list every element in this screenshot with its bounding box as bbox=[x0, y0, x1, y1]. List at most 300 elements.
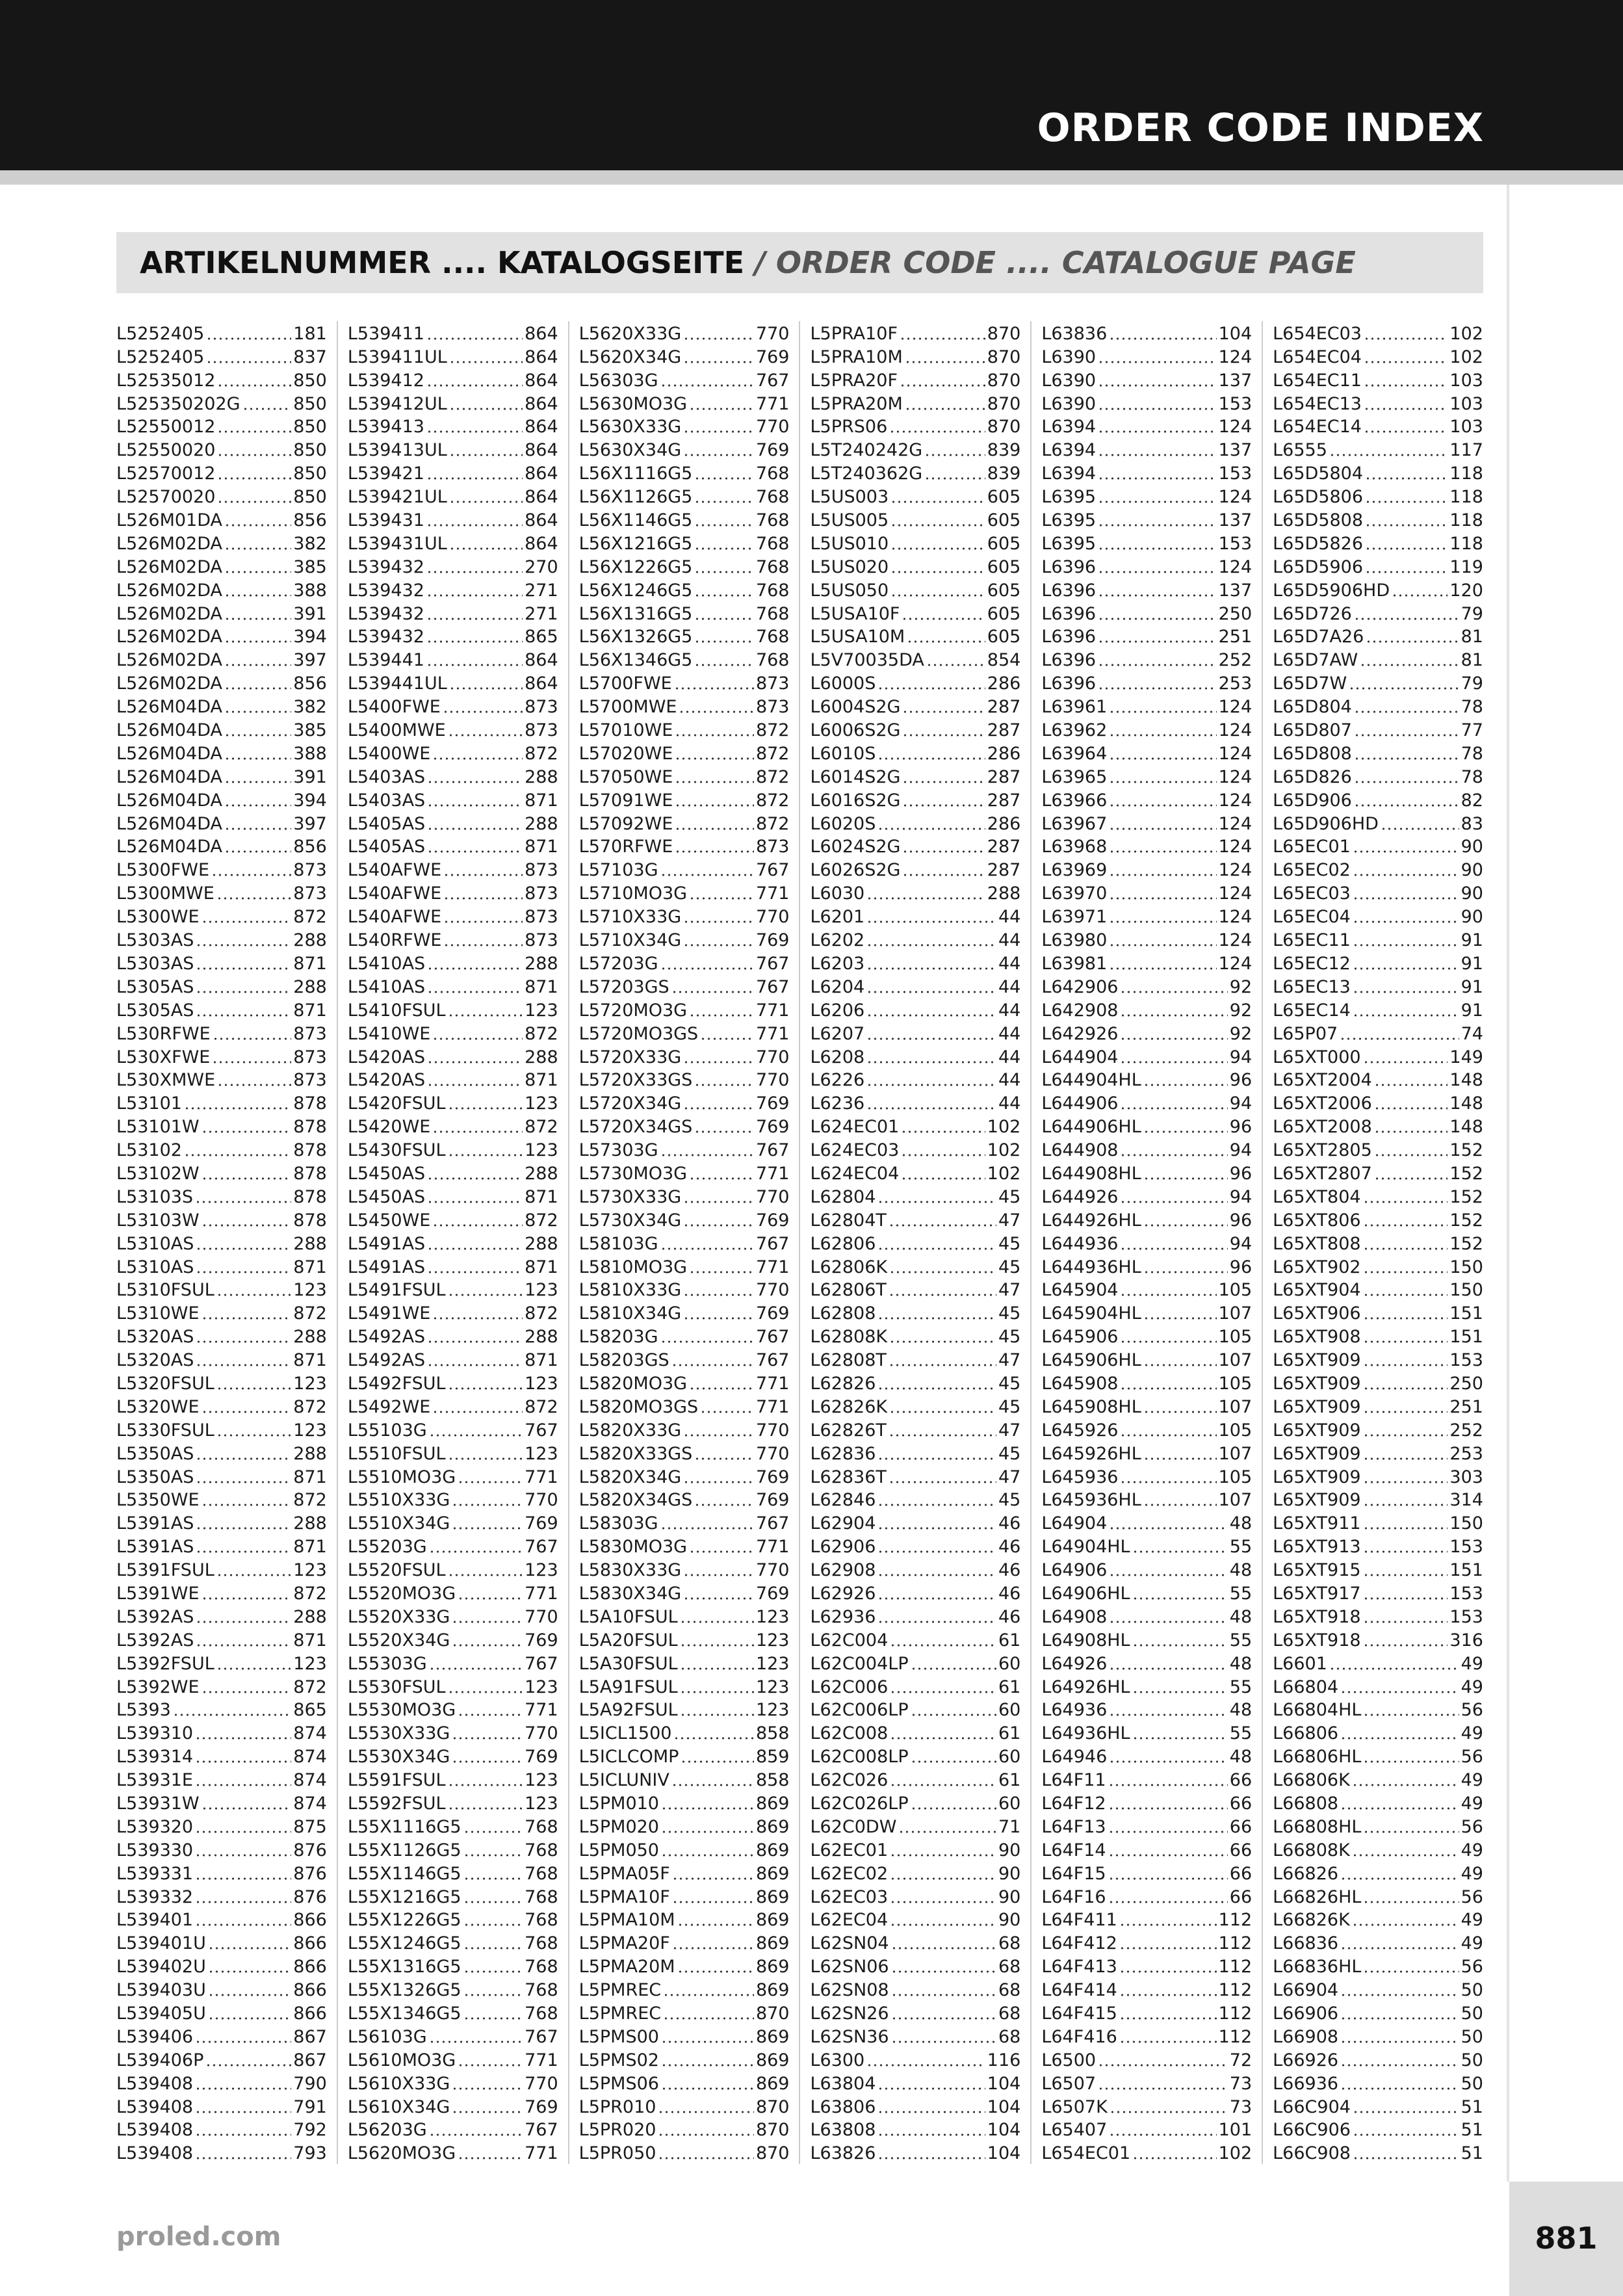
index-entry bbox=[116, 1511, 327, 1534]
index-entry bbox=[810, 881, 1020, 904]
index-entry bbox=[1273, 1231, 1483, 1255]
index-entry bbox=[810, 1068, 1020, 1091]
catalogue-page: 288 bbox=[293, 1606, 327, 1627]
order-code: L539421 bbox=[347, 463, 424, 484]
index-entry bbox=[810, 1675, 1020, 1698]
index-entry bbox=[348, 1628, 558, 1651]
catalogue-page: 55 bbox=[1229, 1537, 1253, 1558]
order-code: L6006S2G bbox=[810, 720, 901, 741]
index-entry bbox=[579, 368, 790, 391]
dot-leader bbox=[683, 1481, 754, 1483]
catalogue-page: 48 bbox=[1229, 1560, 1253, 1581]
index-entry bbox=[1041, 625, 1252, 648]
index-entry bbox=[116, 1301, 327, 1324]
catalogue-page: 870 bbox=[755, 2143, 790, 2164]
dot-leader bbox=[1340, 1807, 1459, 1810]
index-entry bbox=[348, 437, 558, 461]
dot-leader bbox=[205, 2064, 291, 2067]
catalogue-page: 873 bbox=[525, 930, 558, 951]
index-entry bbox=[1273, 1348, 1483, 1371]
dot-leader bbox=[184, 1154, 291, 1156]
dot-leader bbox=[675, 734, 754, 737]
catalogue-page: 60 bbox=[998, 1653, 1021, 1674]
catalogue-page: 872 bbox=[293, 1583, 327, 1604]
dot-leader bbox=[866, 1107, 996, 1110]
catalogue-page: 90 bbox=[998, 1863, 1021, 1884]
catalogue-page: 102 bbox=[987, 1117, 1021, 1138]
catalogue-page: 51 bbox=[1461, 2143, 1483, 2164]
catalogue-page: 850 bbox=[293, 440, 327, 461]
index-entry bbox=[1041, 554, 1252, 578]
catalogue-page: 44 bbox=[998, 976, 1021, 997]
dot-leader bbox=[208, 1994, 291, 1996]
index-entry bbox=[810, 857, 1020, 881]
order-code: L62936 bbox=[810, 1606, 876, 1627]
index-entry bbox=[116, 1068, 327, 1091]
order-code: L5630MO3G bbox=[578, 393, 688, 414]
catalogue-page: 96 bbox=[1229, 1070, 1253, 1091]
dot-leader bbox=[224, 850, 291, 853]
order-code: L644906HL bbox=[1041, 1117, 1141, 1138]
order-code: L539413UL bbox=[347, 440, 447, 461]
catalogue-page: 605 bbox=[987, 556, 1021, 577]
index-entry bbox=[579, 1301, 790, 1324]
order-code: L66836 bbox=[1273, 1933, 1339, 1954]
index-entry bbox=[1273, 694, 1483, 718]
dot-leader bbox=[1364, 408, 1448, 410]
order-code: L5510X33G bbox=[347, 1490, 450, 1511]
order-code: L526M04DA bbox=[116, 813, 223, 834]
index-entry bbox=[1273, 1768, 1483, 1791]
dot-leader bbox=[432, 1317, 523, 1320]
catalogue-page: 837 bbox=[293, 346, 327, 367]
order-code: L5491AS bbox=[347, 1233, 426, 1254]
catalogue-page: 864 bbox=[525, 463, 558, 484]
dot-leader bbox=[866, 1037, 996, 1040]
catalogue-page: 271 bbox=[525, 603, 558, 624]
index-entry bbox=[810, 1231, 1020, 1255]
order-code: L62846 bbox=[810, 1490, 876, 1511]
dot-leader bbox=[1098, 571, 1217, 573]
order-code: L57010WE bbox=[578, 720, 673, 741]
order-code: L5PMS06 bbox=[578, 2073, 659, 2094]
catalogue-page: 870 bbox=[755, 2120, 790, 2141]
index-entry bbox=[348, 1371, 558, 1394]
order-code: L539405U bbox=[116, 2003, 206, 2024]
dot-leader bbox=[429, 1667, 523, 1670]
catalogue-page: 850 bbox=[293, 463, 327, 484]
dot-leader bbox=[1120, 1061, 1227, 1063]
dot-leader bbox=[681, 1760, 754, 1763]
order-code: L57303G bbox=[578, 1140, 658, 1161]
dot-leader bbox=[1119, 1970, 1217, 1973]
index-entry bbox=[116, 1161, 327, 1184]
dot-leader bbox=[891, 2041, 996, 2043]
order-code: L526M02DA bbox=[116, 533, 223, 554]
order-code: L66804HL bbox=[1273, 1700, 1362, 1721]
index-entry bbox=[1041, 2094, 1252, 2118]
dot-leader bbox=[1353, 874, 1459, 876]
order-code: L6390 bbox=[1041, 393, 1097, 414]
order-code: L5V70035DA bbox=[810, 650, 924, 671]
order-code: L539441 bbox=[347, 650, 424, 671]
index-entry bbox=[116, 811, 327, 835]
dot-leader bbox=[1374, 1130, 1448, 1133]
index-entry bbox=[1041, 1791, 1252, 1814]
dot-leader bbox=[426, 337, 523, 340]
dot-leader bbox=[224, 687, 291, 690]
index-entry bbox=[810, 1465, 1020, 1488]
index-entry bbox=[810, 2024, 1020, 2048]
order-code: L62826 bbox=[810, 1373, 876, 1394]
index-entry bbox=[116, 998, 327, 1021]
order-code: L5391AS bbox=[116, 1537, 194, 1558]
order-code: L5720MO3GS bbox=[578, 1023, 699, 1044]
index-entry bbox=[579, 647, 790, 671]
dot-leader bbox=[1132, 1597, 1228, 1600]
index-entry bbox=[810, 391, 1020, 415]
dot-leader bbox=[877, 1597, 996, 1600]
dot-leader bbox=[660, 967, 754, 970]
order-code: L5820X33G bbox=[578, 1420, 682, 1441]
catalogue-page: 46 bbox=[998, 1513, 1021, 1534]
dot-leader bbox=[1340, 1877, 1459, 1880]
dot-leader bbox=[1365, 501, 1448, 503]
catalogue-page: 44 bbox=[998, 1093, 1021, 1114]
order-code: L56X1226G5 bbox=[578, 556, 693, 577]
index-entry bbox=[348, 508, 558, 531]
dot-leader bbox=[196, 1014, 291, 1017]
catalogue-page: 68 bbox=[998, 1933, 1021, 1954]
dot-leader bbox=[224, 757, 291, 760]
dot-leader bbox=[694, 571, 754, 573]
catalogue-page: 51 bbox=[1461, 2120, 1483, 2141]
index-entry bbox=[348, 2141, 558, 2164]
index-entry bbox=[579, 1441, 790, 1465]
order-code: L5630X33G bbox=[578, 417, 682, 437]
dot-leader bbox=[463, 1994, 523, 1996]
dot-leader bbox=[911, 1807, 996, 1810]
order-code: L64926 bbox=[1041, 1653, 1108, 1674]
dot-leader bbox=[1109, 874, 1216, 876]
index-entry bbox=[1041, 2048, 1252, 2071]
order-code: L65XT909 bbox=[1273, 1350, 1361, 1371]
order-code: L539431 bbox=[347, 510, 424, 531]
order-code: L64906HL bbox=[1041, 1583, 1130, 1604]
dot-leader bbox=[201, 1691, 292, 1693]
dot-leader bbox=[217, 477, 291, 480]
dot-leader bbox=[1143, 1317, 1217, 1320]
index-entry bbox=[116, 1791, 327, 1814]
index-entry bbox=[348, 1698, 558, 1721]
catalogue-page: 123 bbox=[525, 1373, 558, 1394]
dot-leader bbox=[426, 524, 523, 527]
dot-leader bbox=[877, 1550, 996, 1553]
dot-leader bbox=[458, 1481, 523, 1483]
index-entry bbox=[1041, 2118, 1252, 2141]
dot-leader bbox=[1109, 757, 1216, 760]
order-code: L539320 bbox=[116, 1816, 194, 1837]
order-code: L63964 bbox=[1041, 743, 1108, 764]
order-code: L62836 bbox=[810, 1443, 876, 1464]
catalogue-page: 869 bbox=[755, 1863, 790, 1884]
catalogue-page: 605 bbox=[987, 603, 1021, 624]
dot-leader bbox=[1098, 547, 1217, 550]
order-code: L539408 bbox=[116, 2073, 194, 2094]
index-entry bbox=[1273, 508, 1483, 531]
dot-leader bbox=[1120, 1154, 1227, 1156]
catalogue-page: 874 bbox=[293, 1770, 327, 1791]
dot-leader bbox=[683, 920, 754, 923]
order-code: L62SN08 bbox=[810, 1980, 889, 2001]
section-heading-de: ARTIKELNUMMER .... KATALOGSEITE bbox=[140, 245, 745, 280]
dot-leader bbox=[877, 1527, 996, 1530]
order-code: L5393 bbox=[116, 1700, 171, 1721]
index-entry bbox=[1041, 1114, 1252, 1138]
dot-leader bbox=[877, 1457, 996, 1460]
index-entry bbox=[348, 1511, 558, 1534]
dot-leader bbox=[196, 991, 291, 993]
dot-leader bbox=[463, 2017, 523, 2020]
order-code: L6555 bbox=[1273, 440, 1327, 461]
order-code: L5405AS bbox=[347, 813, 426, 834]
order-code: L645936 bbox=[1041, 1467, 1119, 1487]
order-code: L63804 bbox=[810, 2073, 876, 2094]
index-entry bbox=[579, 904, 790, 928]
order-code: L570RFWE bbox=[578, 837, 673, 857]
catalogue-page: 270 bbox=[525, 556, 558, 577]
index-entry bbox=[348, 764, 558, 788]
order-code: L5820X34G bbox=[578, 1467, 682, 1487]
index-entry bbox=[1273, 1861, 1483, 1885]
order-code: L56303G bbox=[578, 370, 658, 391]
order-code: L5820MO3G bbox=[578, 1373, 688, 1394]
index-entry bbox=[810, 1861, 1020, 1885]
index-entry bbox=[348, 1184, 558, 1208]
order-code: L66808 bbox=[1273, 1794, 1339, 1814]
catalogue-page: 123 bbox=[525, 1093, 558, 1114]
index-entry bbox=[579, 1768, 790, 1791]
order-code: L64F15 bbox=[1041, 1863, 1106, 1884]
dot-leader bbox=[224, 547, 291, 550]
index-entry bbox=[1273, 951, 1483, 974]
index-entry bbox=[1041, 1861, 1252, 1885]
order-code: L52570020 bbox=[116, 487, 216, 508]
catalogue-page: 288 bbox=[525, 1233, 558, 1254]
dot-leader bbox=[911, 1667, 996, 1670]
section-heading-en: / ORDER CODE .... CATALOGUE PAGE bbox=[755, 245, 1356, 280]
index-entry bbox=[810, 345, 1020, 368]
dot-leader bbox=[889, 1411, 996, 1413]
dot-leader bbox=[1363, 1340, 1448, 1343]
order-code: L62SN36 bbox=[810, 2026, 889, 2047]
dot-leader bbox=[683, 430, 754, 433]
catalogue-page: 123 bbox=[755, 1630, 790, 1650]
catalogue-page: 68 bbox=[998, 2003, 1021, 2024]
index-entry bbox=[116, 904, 327, 928]
index-column-5 bbox=[1041, 321, 1252, 2167]
dot-leader bbox=[448, 1387, 523, 1390]
index-entry bbox=[1041, 1814, 1252, 1838]
dot-leader bbox=[660, 1154, 754, 1156]
catalogue-page: 153 bbox=[1449, 1537, 1483, 1558]
dot-leader bbox=[1109, 850, 1216, 853]
catalogue-page: 839 bbox=[987, 440, 1021, 461]
catalogue-page: 771 bbox=[525, 1700, 558, 1721]
index-entry bbox=[810, 531, 1020, 554]
dot-leader bbox=[427, 1364, 523, 1366]
catalogue-page: 871 bbox=[525, 1070, 558, 1091]
dot-leader bbox=[224, 571, 291, 573]
index-entry bbox=[1273, 391, 1483, 415]
order-code: L63962 bbox=[1041, 720, 1108, 741]
dot-leader bbox=[924, 454, 985, 456]
catalogue-page: 124 bbox=[1218, 766, 1253, 787]
dot-leader bbox=[208, 1947, 291, 1950]
dot-leader bbox=[1120, 1387, 1216, 1390]
order-code: L65D5906HD bbox=[1273, 580, 1390, 601]
dot-leader bbox=[443, 944, 523, 946]
dot-leader bbox=[448, 1784, 523, 1786]
index-entry bbox=[1041, 1161, 1252, 1184]
order-code: L6014S2G bbox=[810, 766, 901, 787]
catalogue-page: 124 bbox=[1218, 743, 1253, 764]
order-code: L539411UL bbox=[347, 346, 447, 367]
index-entry bbox=[348, 2048, 558, 2071]
dot-leader bbox=[890, 501, 985, 503]
catalogue-page: 864 bbox=[525, 323, 558, 344]
order-code: L64926HL bbox=[1041, 1676, 1130, 1697]
dot-leader bbox=[1109, 1714, 1228, 1716]
index-entry bbox=[810, 601, 1020, 625]
order-code: L55X1326G5 bbox=[347, 1980, 461, 2001]
catalogue-page: 153 bbox=[1218, 533, 1253, 554]
index-entry bbox=[348, 1791, 558, 1814]
index-entry bbox=[1041, 2141, 1252, 2164]
catalogue-page: 394 bbox=[293, 790, 327, 811]
catalogue-page: 123 bbox=[293, 1653, 327, 1674]
catalogue-page: 872 bbox=[525, 1396, 558, 1417]
order-code: L5PMS02 bbox=[578, 2050, 659, 2070]
catalogue-page: 60 bbox=[998, 1747, 1021, 1768]
index-entry bbox=[1273, 1885, 1483, 1908]
order-code: L62926 bbox=[810, 1583, 876, 1604]
catalogue-page: 768 bbox=[755, 487, 790, 508]
dot-leader bbox=[211, 874, 291, 876]
dot-leader bbox=[1108, 1877, 1228, 1880]
order-code: L526M04DA bbox=[116, 720, 223, 741]
catalogue-page: 767 bbox=[525, 1420, 558, 1441]
dot-leader bbox=[1109, 711, 1216, 713]
order-code: L5492FSUL bbox=[347, 1373, 446, 1394]
index-entry bbox=[348, 1931, 558, 1954]
order-code: L5PMREC bbox=[578, 1980, 662, 2001]
catalogue-page: 151 bbox=[1449, 1327, 1483, 1348]
catalogue-page: 112 bbox=[1218, 2003, 1253, 2024]
catalogue-page: 769 bbox=[755, 930, 790, 951]
order-code: L65XT806 bbox=[1273, 1210, 1361, 1231]
catalogue-page: 871 bbox=[293, 1350, 327, 1371]
order-code: L539401U bbox=[116, 1933, 206, 1954]
order-code: L65XT2006 bbox=[1273, 1093, 1372, 1114]
order-code: L644904 bbox=[1041, 1047, 1119, 1067]
index-entry bbox=[348, 1161, 558, 1184]
index-entry bbox=[579, 1114, 790, 1138]
order-code: L65D5808 bbox=[1273, 510, 1364, 531]
dot-leader bbox=[463, 1901, 523, 1903]
dot-leader bbox=[1132, 1737, 1228, 1740]
catalogue-page: 152 bbox=[1449, 1140, 1483, 1161]
index-entry bbox=[810, 1744, 1020, 1768]
catalogue-page: 117 bbox=[1449, 440, 1483, 461]
index-entry bbox=[579, 1885, 790, 1908]
index-entry bbox=[348, 1465, 558, 1488]
order-code: L5310AS bbox=[116, 1257, 194, 1277]
dot-leader bbox=[463, 1947, 523, 1950]
catalogue-page: 68 bbox=[998, 2026, 1021, 2047]
dot-leader bbox=[866, 920, 996, 923]
index-entry bbox=[1041, 1908, 1252, 1931]
dot-leader bbox=[426, 618, 523, 620]
catalogue-page: 102 bbox=[987, 1163, 1021, 1184]
index-entry bbox=[579, 1604, 790, 1628]
order-code: L64904HL bbox=[1041, 1537, 1130, 1558]
catalogue-page: 790 bbox=[293, 2073, 327, 2094]
dot-leader bbox=[1349, 687, 1459, 690]
catalogue-page: 872 bbox=[293, 1490, 327, 1511]
order-code: L5US050 bbox=[810, 580, 889, 601]
dot-leader bbox=[195, 1784, 291, 1786]
index-entry bbox=[810, 718, 1020, 741]
index-entry bbox=[348, 1885, 558, 1908]
catalogue-page: 118 bbox=[1449, 510, 1483, 531]
index-entry bbox=[116, 1721, 327, 1744]
order-code: L62836T bbox=[810, 1467, 887, 1487]
catalogue-page: 66 bbox=[1229, 1840, 1253, 1860]
index-entry bbox=[579, 1675, 790, 1698]
catalogue-page: 875 bbox=[293, 1816, 327, 1837]
index-entry bbox=[1273, 1394, 1483, 1418]
index-entry bbox=[579, 764, 790, 788]
dot-leader bbox=[907, 640, 985, 643]
catalogue-page: 605 bbox=[987, 510, 1021, 531]
index-entry bbox=[579, 951, 790, 974]
catalogue-page: 864 bbox=[525, 510, 558, 531]
index-entry bbox=[1041, 1371, 1252, 1394]
dot-leader bbox=[1363, 1457, 1448, 1460]
index-entry bbox=[1273, 1721, 1483, 1744]
order-code: L5PMREC bbox=[578, 2003, 662, 2024]
dot-leader bbox=[877, 2087, 985, 2090]
dot-leader bbox=[224, 804, 291, 807]
catalogue-page: 768 bbox=[755, 580, 790, 601]
catalogue-page: 871 bbox=[293, 1537, 327, 1558]
order-code: L65D7W bbox=[1273, 673, 1347, 694]
index-entry bbox=[1041, 368, 1252, 391]
catalogue-page: 872 bbox=[755, 813, 790, 834]
order-code: L6226 bbox=[810, 1070, 865, 1091]
dot-leader bbox=[1340, 2087, 1459, 2090]
order-code: L52535012 bbox=[116, 370, 216, 391]
order-code: L62C004 bbox=[810, 1630, 889, 1650]
dot-leader bbox=[891, 1947, 996, 1950]
dot-leader bbox=[1363, 1644, 1448, 1647]
index-entry bbox=[579, 2071, 790, 2094]
catalogue-page: 124 bbox=[1218, 860, 1253, 881]
dot-leader bbox=[694, 501, 754, 503]
order-code: L6202 bbox=[810, 930, 865, 951]
index-entry bbox=[116, 437, 327, 461]
